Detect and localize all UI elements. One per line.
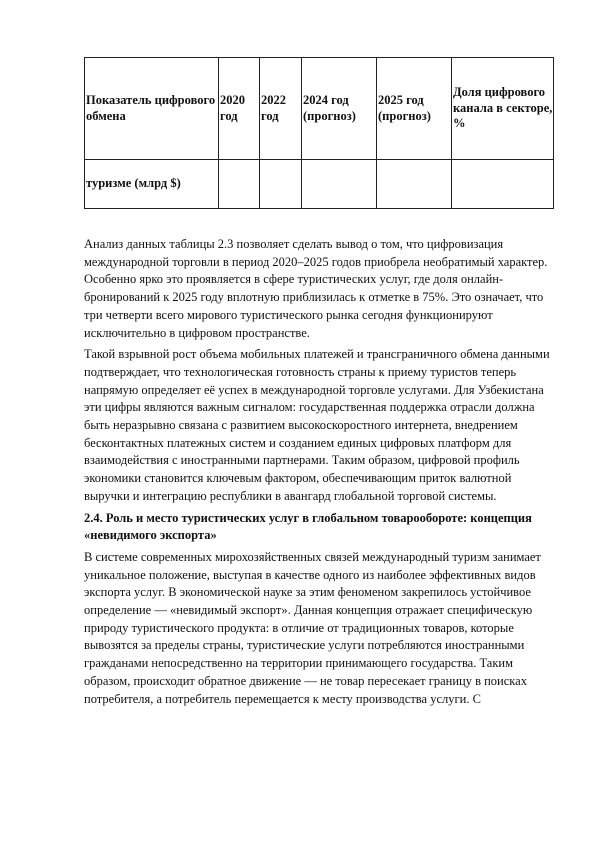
body-text xyxy=(84,236,554,712)
table-cell xyxy=(302,160,377,209)
table-header-cell: Показатель цифрового обмена xyxy=(85,58,219,160)
table-header-cell: 2020 год xyxy=(219,58,260,160)
table-cell xyxy=(219,160,260,209)
table-cell: туризме (млрд $) xyxy=(85,160,219,209)
table-header-cell: 2024 год (прогноз) xyxy=(302,58,377,160)
table-row xyxy=(85,160,554,209)
paragraph-section: В системе современных мирохозяйственных связей международный туризм занимает уникальное положение, выступая в качестве одного из наиболее эффективных видов экспорта услуг. В экономической науке за этим феноменом закрепилось устойчивое определение — «невидимый экспорт». Данная концепция отражает специфическую природу туристического продукта: в отличие от традиционных товаров, которые вывозятся за пределы страны, туристические услуги потребляются иностранными гражданами непосредственно на территории принимающего государства. Таким образом, происходит обратное движение — не товар пересекает границу в поисках потребителя, а потребитель перемещается к месту производства услуги. С xyxy=(84,549,541,706)
paragraph-analysis: Анализ данных таблицы 2.3 позволяет сделать вывод о том, что цифровизация международной торговли в период 2020–2025 годов приобрела необратимый характер. Особенно ярко это проявляется в сфере туристических услуг, где доля онлайн-бронирований к 2025 году вплотную приблизилась к отметке в 75%. Это означает, что три четверти всего мирового туристического рынка сегодня функционируют исключительно в цифровом пространстве. xyxy=(84,237,548,340)
section-heading: 2.4. Роль и место туристических услуг в глобальном товарообороте: концепция «невидимого экспорта» xyxy=(84,510,532,543)
table-header-row xyxy=(85,58,554,160)
digital-exchange-table xyxy=(84,57,554,209)
table-header-cell: 2025 год (прогноз) xyxy=(377,58,452,160)
table-header-cell: 2022 год xyxy=(260,58,302,160)
table-cell xyxy=(452,160,554,209)
table-header-cell: Доля цифрового канала в секторе, % xyxy=(452,58,554,160)
table-cell xyxy=(377,160,452,209)
table-cell xyxy=(260,160,302,209)
paragraph-growth: Такой взрывной рост объема мобильных платежей и трансграничного обмена данными подтверждает, что технологическая готовность страны к приему туристов теперь напрямую определяет её успех в международной торговле услугами. Для Узбекистана эти цифры являются важным сигналом: государственная поддержка отрасли должна быть неразрывно связана с развитием высокоскоростного интернета, внедрением бесконтактных платежных систем и созданием единых цифровых платформ для взаимодействия с иностранными партнерами. Таким образом, цифровой профиль экономики становится ключевым фактором, обеспечивающим приток валютной выручки и интеграцию республики в авангард глобальной торговой системы. xyxy=(84,347,550,503)
